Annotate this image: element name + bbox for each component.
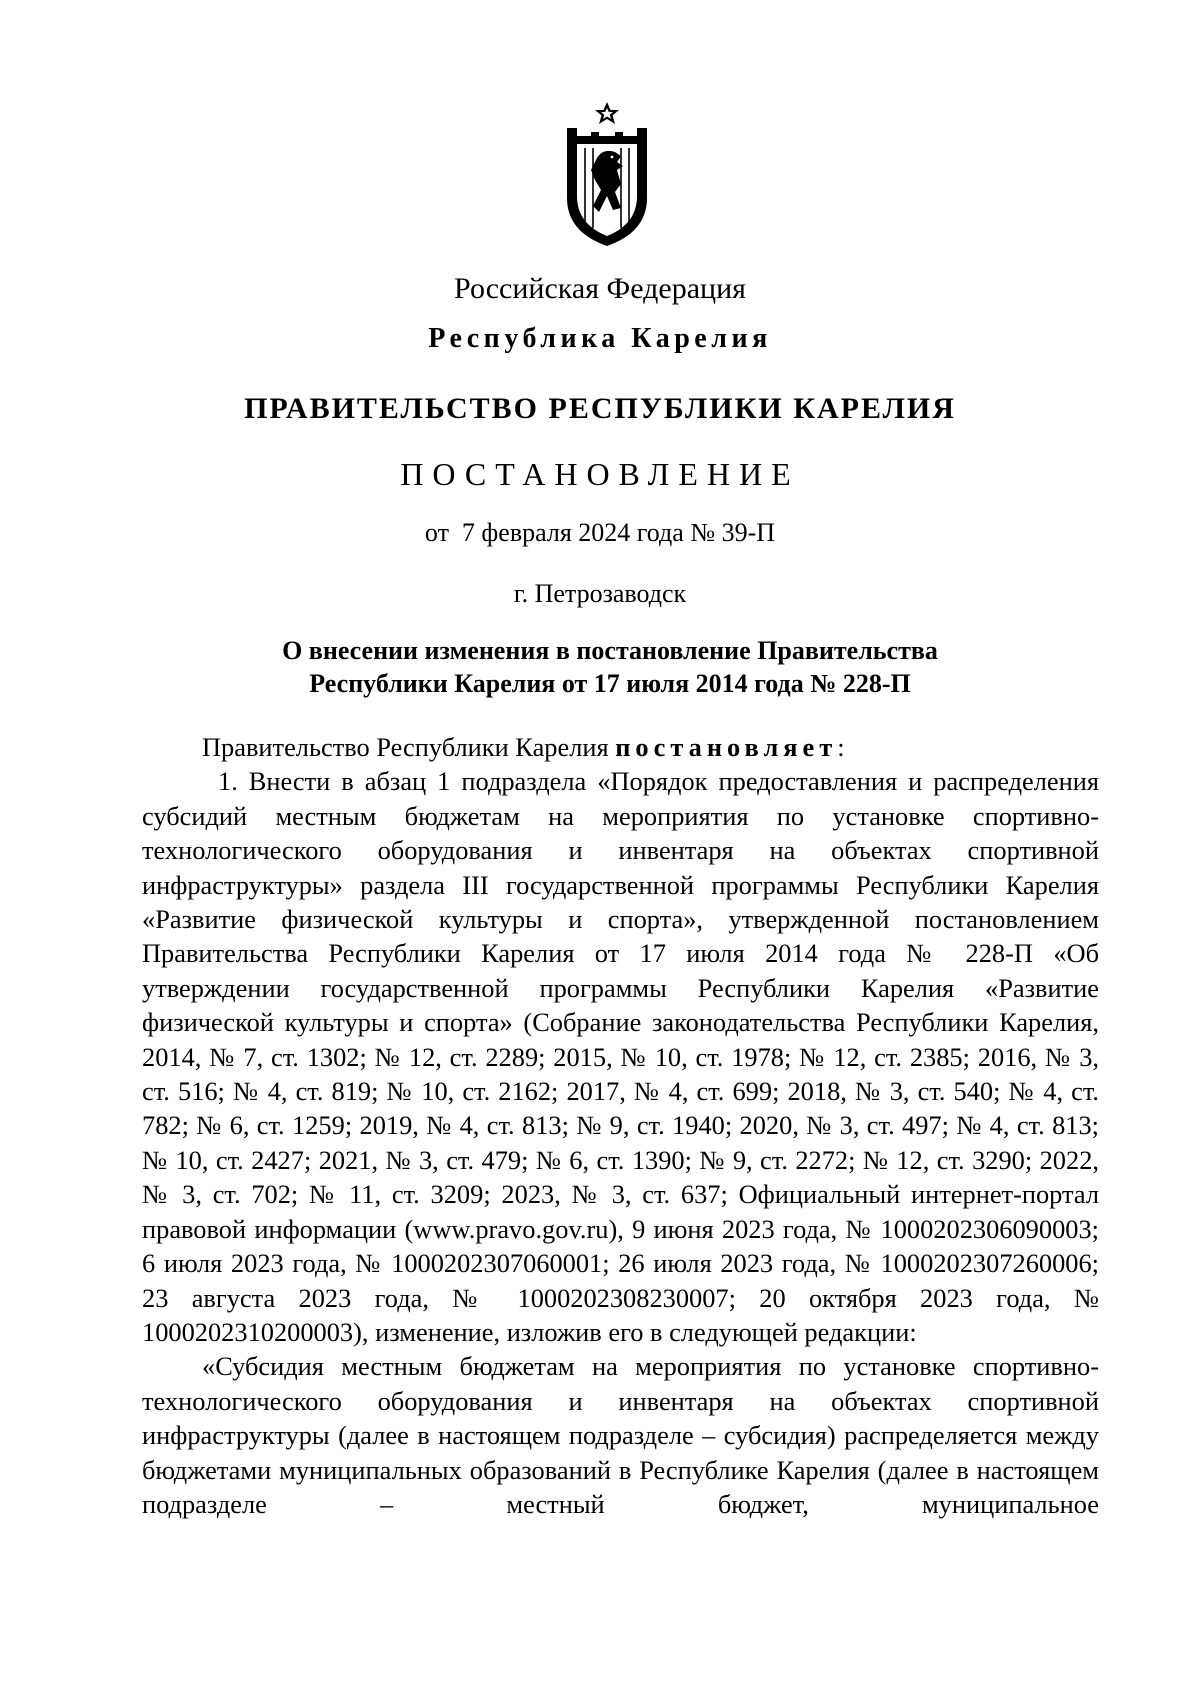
city: г. Петрозаводск: [513, 579, 687, 608]
quoted-paragraph: «Субсидия местным бюджетам на мероприятия по установке спортивно-технологического оборудования и инвентаря на объектах спортивной инфраструктуры (далее в настоящем подразделе – субсидия) распределяется между бюджетами муниципальных образований в Республике Карелия (далее в настоящем подразделе – местный бюджет, муниципальное: [142, 1351, 1099, 1519]
document-body: [142, 730, 1099, 1521]
country-name: Российская Федерация: [454, 272, 746, 305]
intro-paragraph: [142, 730, 1099, 764]
paragraph-item-1: 1. Внести в абзац 1 подраздела «Порядок предоставления и распределения субсидий местным бюджетам на мероприятия по установке спортивно-технологического оборудования и инвентаря на объектах спортивной инфраструктуры» раздела III государственной программы Республики Карелия «Развитие физической культуры и спорта», утвержденной постановлением Правительства Республики Карелия от 17 июля 2014 года № 228-П «Об утверждении государственной программы Республики Карелия «Развитие физической культуры и спорта» (Собрание законодательства Республики Карелия, 2014, № 7, ст. 1302; № 12, ст. 2289; 2015, № 10, ст. 1978; № 12, ст. 2385; 2016, № 3, ст. 516; № 4, ст. 819; № 10, ст. 2162; 2017, № 4, ст. 699; 2018, № 3, ст. 540; № 4, ст. 782; № 6, ст. 1259; 2019, № 4, ст. 813; № 9, ст. 1940; 2020, № 3, ст. 497; № 4, ст. 813; № 10, ст. 2427; 2021, № 3, ст. 479; № 6, ст. 1390; № 9, ст. 2272; № 12, ст. 3290; 2022, № 3, ст. 702; № 11, ст. 3209; 2023, № 3, ст. 637; Официальный интернет-портал правовой информации (www.pravo.gov.ru), 9 июня 2023 года, № 1000202306090003; 6 июля 2023 года, № 1000202307060001; 26 июля 2023 года, № 1000202307260006; 23 августа 2023 года, № 1000202308230007; 20 октября 2023 года, № 1000202310200003), изменение, изложив его в следующей редакции:: [142, 766, 1099, 1347]
title-line-1: О внесении изменения в постановление Правительства: [282, 636, 938, 665]
document-type: ПОСТАНОВЛЕНИЕ: [400, 456, 800, 492]
title-line-2: Республики Карелия от 17 июля 2014 года № 228-П: [309, 669, 911, 698]
intro-prefix: Правительство Республики Карелия: [202, 732, 616, 762]
government-name: ПРАВИТЕЛЬСТВО РЕСПУБЛИКИ КАРЕЛИЯ: [244, 392, 956, 425]
document-title: [140, 634, 1080, 700]
coat-of-arms-icon: [563, 100, 651, 248]
intro-suffix: :: [837, 732, 845, 762]
date-and-number: от 7 февраля 2024 года № 39-П: [424, 518, 776, 547]
republic-name: Республика Карелия: [428, 323, 772, 354]
intro-keyword: постановляет: [615, 732, 838, 762]
